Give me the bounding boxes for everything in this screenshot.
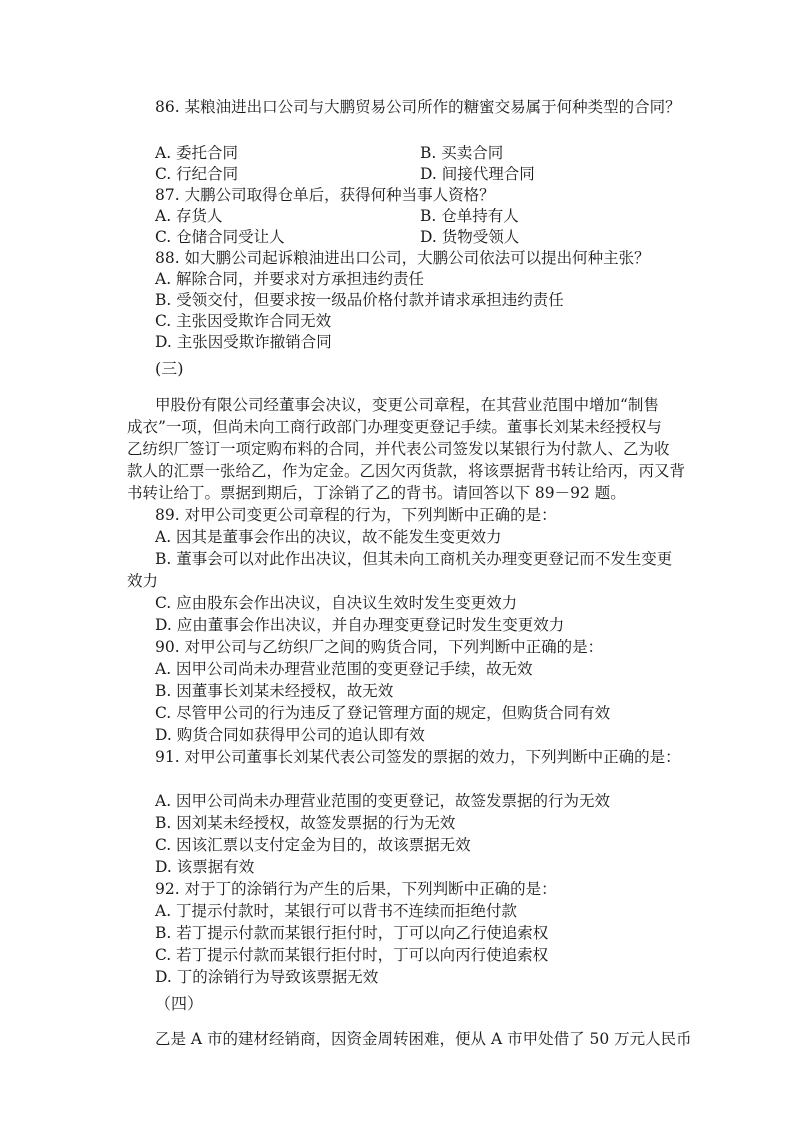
question-92-option-a: A. 丁提示付款时，某银行可以背书不连续而拒绝付款	[155, 902, 518, 920]
question-88-option-b: B. 受领交付，但要求按一级品价格付款并请求承担违约责任	[155, 291, 564, 309]
question-87-stem: 87. 大鹏公司取得仓单后，获得何种当事人资格？	[155, 186, 495, 204]
question-91-option-b: B. 因刘某未经授权，故签发票据的行为无效	[155, 814, 456, 832]
question-90-option-a: A. 因甲公司尚未办理营业范围的变更登记手续，故无效	[155, 660, 533, 678]
question-86-option-c: C. 行纪合同	[155, 165, 239, 183]
question-92-option-d: D. 丁的涂销行为导致该票据无效	[155, 968, 379, 986]
question-87-option-a: A. 存货人	[155, 207, 223, 225]
question-89-option-a: A. 因其是董事会作出的决议，故不能发生变更效力	[155, 528, 502, 546]
question-86-option-a: A. 委托合同	[155, 144, 239, 162]
case-3-line-2: 成衣”一项，但尚未向工商行政部门办理变更登记手续。董事长刘某未经授权与	[127, 418, 662, 436]
section-4-heading: （四）	[155, 994, 204, 1013]
question-87-option-b: B. 仓单持有人	[420, 207, 519, 225]
question-91-option-a: A. 因甲公司尚未办理营业范围的变更登记，故签发票据的行为无效	[155, 792, 611, 810]
question-86-option-b: B. 买卖合同	[420, 144, 504, 162]
question-89-option-d: D. 应由董事会作出决议，并自办理变更登记时发生变更效力	[155, 616, 565, 634]
question-91-option-d: D. 该票据有效	[155, 858, 255, 876]
question-92-option-b: B. 若丁提示付款而某银行拒付时，丁可以向乙行使追索权	[155, 924, 549, 942]
question-92-stem: 92. 对于丁的涂销行为产生的后果，下列判断中正确的是：	[155, 880, 557, 898]
case-3-line-5: 书转让给丁。票据到期后，丁涂销了乙的背书。请回答以下 89－92 题。	[127, 484, 626, 502]
question-91-option-c: C. 因该汇票以支付定金为目的，故该票据无效	[155, 836, 471, 854]
question-90-option-d: D. 购货合同如获得甲公司的追认即有效	[155, 726, 425, 744]
case-3-line-1: 甲股份有限公司经董事会决议，变更公司章程，在其营业范围中增加“制售	[155, 396, 659, 414]
question-91-stem: 91. 对甲公司董事长刘某代表公司签发的票据的效力，下列判断中正确的是：	[155, 748, 681, 766]
question-86-stem: 86. 某粮油进出口公司与大鹏贸易公司所作的糖蜜交易属于何种类型的合同？	[155, 98, 681, 116]
question-89-stem: 89. 对甲公司变更公司章程的行为，下列判断中正确的是：	[155, 506, 557, 524]
question-90-option-b: B. 因董事长刘某未经授权，故无效	[155, 682, 394, 700]
question-88-option-d: D. 主张因受欺诈撤销合同	[155, 333, 332, 351]
question-89-option-c: C. 应由股东会作出决议，自决议生效时发生变更效力	[155, 594, 518, 612]
question-90-stem: 90. 对甲公司与乙纺织厂之间的购货合同，下列判断中正确的是：	[155, 638, 604, 656]
case-4-line-1: 乙是 A 市的建材经销商，因资金周转困难，便从 A 市甲处借了 50 万元人民币	[155, 1030, 692, 1048]
question-92-option-c: C. 若丁提示付款而某银行拒付时，丁可以向丙行使追索权	[155, 946, 549, 964]
question-89-option-b: B. 董事会可以对此作出决议，但其未向工商机关办理变更登记而不发生变更	[155, 550, 673, 568]
case-3-line-4: 款人的汇票一张给乙，作为定金。乙因欠丙货款，将该票据背书转让给丙，丙又背	[127, 462, 686, 480]
question-87-option-d: D. 货物受领人	[420, 228, 520, 246]
question-89-option-b-continued: 效力	[127, 572, 159, 590]
question-88-option-c: C. 主张因受欺诈合同无效	[155, 312, 332, 330]
case-3-line-3: 乙纺织厂签订一项定购布料的合同，并代表公司签发以某银行为付款人、乙为收	[127, 440, 670, 458]
question-90-option-c: C. 尽管甲公司的行为违反了登记管理方面的规定，但购货合同有效	[155, 704, 611, 722]
section-3-heading: (三)	[155, 359, 184, 378]
question-88-stem: 88. 如大鹏公司起诉粮油进出口公司，大鹏公司依法可以提出何种主张？	[155, 249, 650, 267]
question-87-option-c: C. 仓储合同受让人	[155, 228, 285, 246]
question-88-option-a: A. 解除合同，并要求对方承担违约责任	[155, 270, 425, 288]
question-86-option-d: D. 间接代理合同	[420, 165, 535, 183]
